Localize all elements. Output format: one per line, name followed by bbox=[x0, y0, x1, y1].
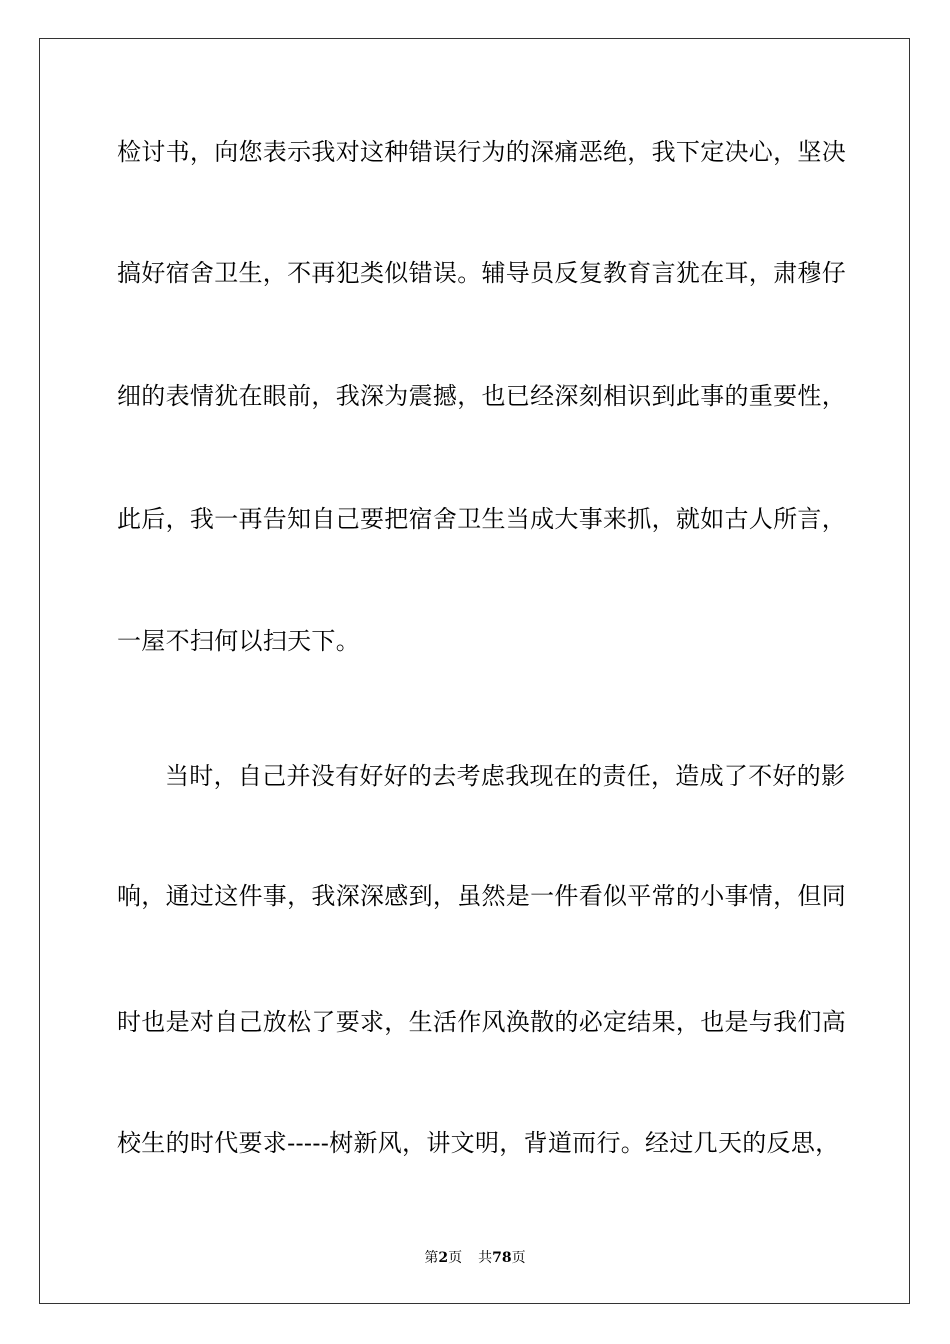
text-line: 检讨书，向您表示我对这种错误行为的深痛恶绝，我下定决心，坚决 bbox=[117, 138, 846, 166]
text-line: 一屋不扫何以扫天下。 bbox=[117, 627, 360, 655]
page-number: 2 bbox=[438, 1250, 449, 1266]
total-pages: 78 bbox=[492, 1250, 512, 1266]
text-line: 响，通过这件事，我深深感到，虽然是一件看似平常的小事情，但同 bbox=[117, 882, 846, 910]
paragraph-first-line: 当时，自己并没有好好的去考虑我现在的责任，造成了不好的影 bbox=[165, 762, 846, 790]
text-line: 时也是对自己放松了要求，生活作风涣散的必定结果，也是与我们高 bbox=[117, 1008, 846, 1036]
text-line: 细的表情犹在眼前，我深为震撼，也已经深刻相识到此事的重要性， bbox=[117, 382, 846, 410]
text-line: 校生的时代要求-----树新风，讲文明，背道而行。经过几天的反思， bbox=[117, 1129, 840, 1157]
total-label-suffix: 页 bbox=[511, 1250, 526, 1266]
total-label-prefix: 共 bbox=[478, 1250, 493, 1266]
text-line: 搞好宿舍卫生，不再犯类似错误。辅导员反复教育言犹在耳，肃穆仔 bbox=[117, 259, 846, 287]
page-label-prefix: 第 bbox=[424, 1250, 439, 1266]
page-border bbox=[39, 38, 910, 1304]
page-label-suffix: 页 bbox=[448, 1250, 463, 1266]
page-footer bbox=[0, 1249, 950, 1267]
text-line: 此后，我一再告知自己要把宿舍卫生当成大事来抓，就如古人所言， bbox=[117, 505, 846, 533]
